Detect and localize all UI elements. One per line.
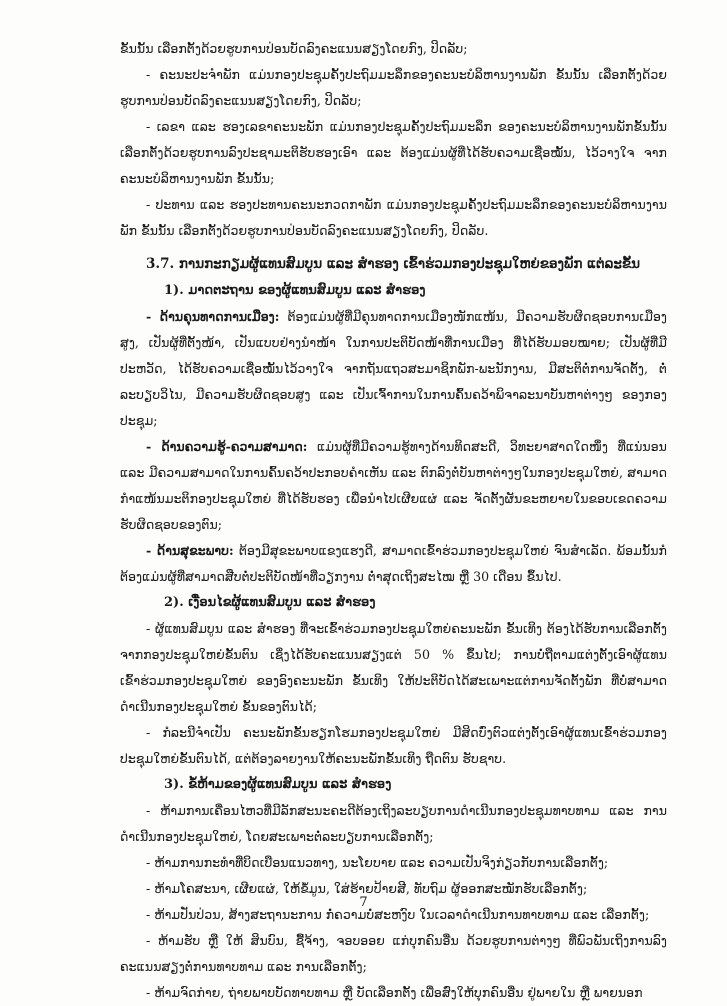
conditions-paragraph-2: - ກໍລະນີຈຳເປັນ ຄະນະພັກຂັ້ນຮຽກໂຮມກອງປະຊຸມໃຫຍ່ ມີສິດບົ່ງຕົວແຕ່ງຕັ້ງເອົາຜູ້ແທນເຂົ້າຮ່ວມກອງປະຊຸມໃຫຍ່ຂັ້ນຕົນໄດ້, ແຕ່ຕ້ອງລາຍງານໃຫ້ຄະນະພັກຂັ້ນເທິງ ຖືດຕົນ ຮັບຊາບ. xyxy=(120,725,667,766)
prohibition-item: - ຫ້າມຮັບ ຫຼື ໃຫ້ ສິນບົນ, ຊື້ຈ້າງ, ຈອບອອຍ ແກ່ບຸກຄົນອື່ນ ດ້ວຍຮູບການຕ່າງໆ ທີ່ພົວພັນເຖິງການລົງຄະແນນສຽງຕໍ່ການທາບທາມ ແລະ ການເລືອກຕັ້ງ; xyxy=(120,933,667,974)
prohibition-item: - ຫ້າມຈົດກ່າຍ, ຖ່າຍພາບບັດທາບທາມ ຫຼື ບັດເລືອກຕັ້ງ ເພື່ອສົ່ງໃຫ້ບຸກຄົນອື່ນ ຢູ່ພາຍໃນ ຫຼື ພາຍນອກ xyxy=(146,985,643,1000)
page-number: 7 xyxy=(359,895,368,910)
political-criteria-text: ຕ້ອງແມ່ນຜູ້ທີ່ມີຄຸນທາດການເມືອງໜັກແໜ້ນ, ມີຄວາມຮັບຜິດຊອບການເມືອງສູງ, ເປັນຜູ້ທີ່ຕັ້ງໜ້າ, ເປັນແບບຢ່າງນຳໜ້າ ໃນການປະຕິບັດໜ້າທີ່ການເມືອງ ທີ່ໄດ້ຮັບມອບໝາຍ; ເປັນຜູ້ທີ່ມີປະຫວັດ, ໄດ້ຮັບຄວາມເຊື່ອໝັ້ນໄວ້ວາງໃຈ ຈາກຖັນແຖວສະມາຊິກພັກ-ພະນັກງານ, ມີສະຕິຕໍ່ການຈັດຕັ້ງ, ຕໍ່ລະບຽບວິໄນ, ມີຄວາມຮັບຜິດຊອບສູງ ແລະ ເປັນເຈົ້າການໃນການຄົ້ນຄວ້າພິຈາລະນາບັນຫາຕ່າງໆ ຂອງກອງປະຊຸມ; xyxy=(120,309,667,428)
subsection-1-heading: 1). ມາດຕະຖານ ຂອງຜູ້ແທນສົມບູນ ແລະ ສຳຮອງ xyxy=(164,283,426,298)
prohibition-item: - ຫ້າມໂຄສະນາ, ເຜີຍແຜ່, ໃຫ້ຂໍ້ມູນ, ໃສ່ຮ້າຍປ້າຍສີ, ທັບຖົມ ຜູ້ອອກສະໝັກຮັບເລືອກຕັ້ງ; xyxy=(146,881,588,896)
intro-paragraph-4: - ປະທານ ແລະ ຮອງປະທານຄະນະກວດກາພັກ ແມ່ນກອງປະຊຸມຄັ້ງປະຖົມມະລຶກຂອງຄະນະບໍລິຫານງານພັກ ຂັ້ນນັ້ນ ເລືອກຕັ້ງດ້ວຍຮູບການປ່ອນບັດລົງຄະແນນສຽງໂດຍກົງ, ປິດລັບ. xyxy=(120,197,667,238)
political-criteria-paragraph xyxy=(120,304,667,434)
intro-paragraph-2: - ຄະນະປະຈຳພັກ ແມ່ນກອງປະຊຸມຄັ້ງປະຖົມມະລຶກຂອງຄະນະບໍລິຫານງານພັກ ຂັ້ນນັ້ນ ເລືອກຕັ້ງດ້ວຍຮູບການປ່ອນບັດລົງຄະແນນສຽງໂດຍກົງ, ປິດລັບ; xyxy=(120,67,667,108)
health-criteria-paragraph xyxy=(120,538,667,590)
political-criteria-lead: - ດ້ານຄຸນທາດການເມືອງ: xyxy=(146,309,280,324)
intro-paragraph-3: - ເລຂາ ແລະ ຮອງເລຂາຄະນະພັກ ແມ່ນກອງປະຊຸມຄັ້ງປະຖົມມະລຶກ ຂອງຄະນະບໍລິຫານງານພັກຂັ້ນນັ້ນ ເລືອກຕັ້ງດ້ວຍຮູບການລົງປະຊາມະຕິຮັບຮອງເອົາ ແລະ ຕ້ອງແມ່ນຜູ້ທີ່ໄດ້ຮັບຄວາມເຊື່ອໝັ້ນ, ໄວ້ວາງໃຈ ຈາກຄະນະບໍລິຫານງານພັກ ຂັ້ນນັ້ນ; xyxy=(120,119,667,186)
prohibition-item: - ຫ້າມປັ່ນປ່ວນ, ສ້າງສະຖານະການ ກໍ່ຄວາມບໍ່ສະຫງົບ ໃນເວລາດຳເນີນການທາບທາມ ແລະ ເລືອກຕັ້ງ; xyxy=(146,907,650,922)
prohibition-item: - ຫ້າມການເຄື່ອນໄຫວທີ່ມີລັກສະນະຄະດີຕ້ອງເຖິງລະບຽບການດຳເນີນກອງປະຊຸມທາບທາມ ແລະ ການດຳເນີນກອງປະຊຸມໃຫຍ່, ໂດຍສະເພາະຕໍ່ລະບຽບການເລືອກຕັ້ງ; xyxy=(120,803,667,844)
conditions-paragraph-1: - ຜູ້ແທນສົມບູນ ແລະ ສຳຮອງ ທີ່ຈະເຂົ້າຮ່ວມກອງປະຊຸມໃຫຍ່ຄະນະພັກ ຂັ້ນເທິງ ຕ້ອງໄດ້ຮັບການເລືອກຕັ້ງຈາກກອງປະຊຸມໃຫຍ່ຂັ້ນຕົນ ເຊິ່ງໄດ້ຮັບຄະແນນສຽງແຕ່ 50 % ຂຶ້ນໄປ; ການບໍ່ຖືຕາມແຕ່ງຕັ້ງເອົາຜູ້ແທນເຂົ້າຮ່ວມກອງປະຊຸມໃຫຍ່ ຂອງອົງຄະນະພັກ ຂັ້ນເທິງ ໃຫ້ປະຕິບັດໄດ້ສະເພາະແຕ່ການຈັດຕັ້ງພັກ ທີ່ບໍ່ສາມາດດຳເນີນກອງປະຊຸມໃຫຍ່ ຂັ້ນຂອງຕົນໄດ້; xyxy=(120,621,667,714)
health-criteria-text: ຕ້ອງມີສຸຂະພາບແຂງແຮງດີ, ສາມາດເຂົ້າຮ່ວມກອງປະຊຸມໃຫຍ່ ຈົນສຳເລັດ. ພ້ອມນັ້ນກໍຕ້ອງແມ່ນຜູ້ທີ່ສາມາດສືບຕໍ່ປະຕິບັດໜ້າທີ່ວຽກງານ ຕ່ຳສຸດເຖິງສະໄໝ ຫຼື 30 ເດືອນ ຂຶ້ນໄປ. xyxy=(120,543,667,584)
health-criteria-lead: - ດ້ານສຸຂະພາບ: xyxy=(146,543,234,558)
intro-paragraph-1: ຂັ້ນນັ້ນ ເລືອກຕັ້ງດ້ວຍຮູບການປ່ອນບັດລົງຄະແນນສຽງໂດຍກົງ, ປິດລັບ; xyxy=(120,41,468,56)
subsection-3-heading: 3). ຂໍ້ຫ້າມຂອງຜູ້ແທນສົມບູນ ແລະ ສຳຮອງ xyxy=(164,777,392,792)
subsection-2-heading: 2). ເງື່ອນໄຂຜູ້ແທນສົມບູນ ແລະ ສຳຮອງ xyxy=(164,595,376,610)
prohibition-item: - ຫ້າມການກະທຳທີ່ບິດເບືອນແນວທາງ, ນະໂຍບາຍ ແລະ ຄວາມເປັນຈິງກ່ຽວກັບການເລືອກຕັ້ງ; xyxy=(146,855,609,870)
knowledge-criteria-paragraph xyxy=(120,434,667,538)
knowledge-criteria-text: ແມ່ນຜູ້ທີ່ມີຄວາມຮູ້ທາງດ້ານທິດສະດີ, ວິທະຍາສາດໃດໜຶ່ງ ທີ່ແນ່ນອນ ແລະ ມີຄວາມສາມາດໃນການຄົ້ນຄວ້າປະກອບຄຳເຫັນ ແລະ ຕົກລົງຕໍ່ບັນຫາຕ່າງໆໃນກອງປະຊຸມໃຫຍ່, ສາມາດກຳແໜ້ນມະຕິກອງປະຊຸມໃຫຍ່ ທີ່ໄດ້ຮັບຮອງ ເພື່ອນຳໄປເຜີຍແຜ່ ແລະ ຈັດຕັ້ງຜັນຂະຫຍາຍໃນຂອບເຂດຄວາມຮັບຜິດຊອບຂອງຕົນ; xyxy=(120,439,667,532)
section-heading: 3.7. ການກະກຽມຜູ້ແທນສົມບູນ ແລະ ສຳຮອງ ເຂົ້າຮ່ວມກອງປະຊຸມໃຫຍ່ຂອງພັກ ແຕ່ລະຂັ້ນ xyxy=(146,256,641,272)
knowledge-criteria-lead: - ດ້ານຄວາມຮູ້-ຄວາມສາມາດ: xyxy=(146,439,308,454)
